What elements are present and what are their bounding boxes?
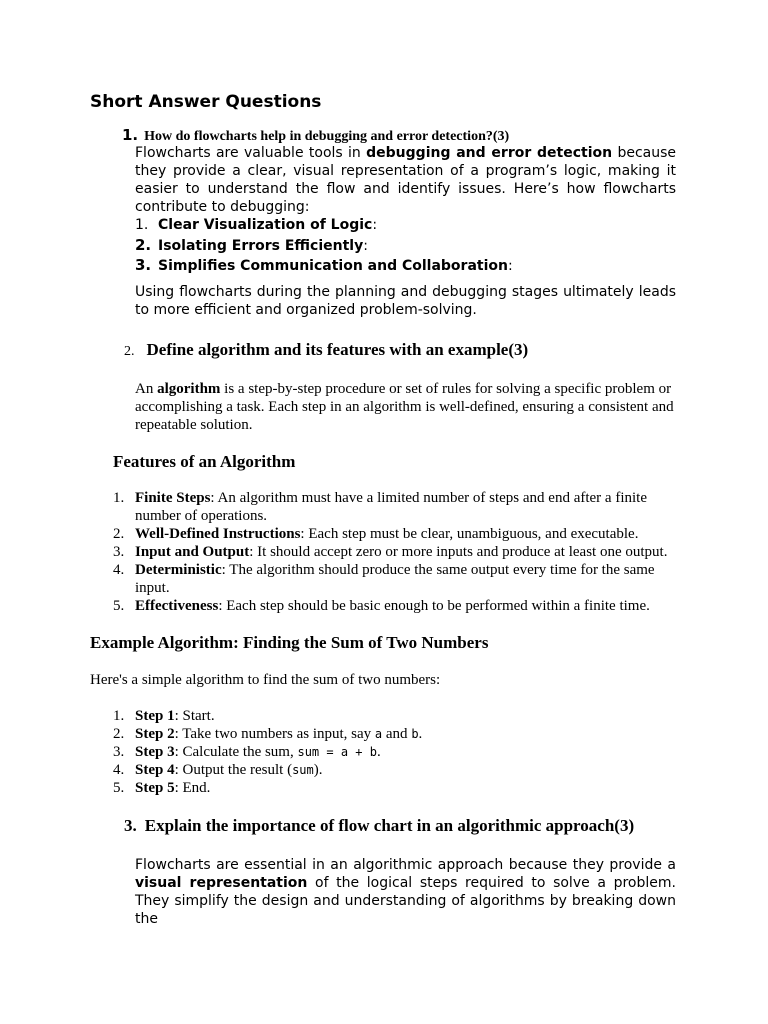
list-item: 1. Finite Steps: An algorithm must have a limited number of steps and end after a finite number of operations. [113, 490, 647, 524]
page-title: Short Answer Questions [90, 92, 322, 112]
algorithm-definition-paragraph: An algorithm is a step-by-step procedure or set of rules for solving a specific problem or accomplishing a task. Each step in an algorithm is well-defined, ensuring a consistent and repeatable solution. [135, 381, 674, 433]
list-item: 3. Simplifies Communication and Collaboration: [135, 256, 513, 274]
list-item: 2. Isolating Errors Efficiently: [135, 236, 368, 254]
inline-code: b [411, 727, 419, 741]
list-item: 2. Step 2: Take two numbers as input, say a and b. [113, 726, 423, 742]
question-text: How do flowcharts help in debugging and error detection?(3) [144, 129, 510, 144]
question-1-answer-paragraph: Flowcharts are valuable tools in debugging and error detection because they provide a clear, visual representation of a program’s logic, making it easier to understand the flow and identify issues. Here’s how flowcharts contribute to debugging: [135, 145, 677, 215]
list-item: 5. Step 5: End. [113, 780, 211, 796]
emphasis-text: algorithm [157, 381, 221, 397]
inline-code: a [374, 727, 383, 741]
question-text: Explain the importance of flow chart in an algorithmic approach(3) [144, 816, 635, 835]
list-item: 3. Input and Output: It should accept zero or more inputs and produce at least one output. [113, 544, 668, 560]
list-item: 1. Clear Visualization of Logic: [135, 217, 378, 233]
list-item: 1. Step 1: Start. [113, 708, 215, 724]
example-heading: Example Algorithm: Finding the Sum of Two Numbers [90, 633, 489, 652]
inline-code: sum = a + b [297, 745, 377, 759]
question-number: 1. [122, 126, 139, 144]
emphasis-text: visual representation [135, 875, 308, 891]
inline-code: sum [292, 763, 314, 777]
features-heading: Features of an Algorithm [113, 452, 296, 471]
list-item: 2. Well-Defined Instructions: Each step must be clear, unambiguous, and executable. [113, 526, 639, 542]
question-2-heading [124, 340, 528, 360]
question-1-points-list [135, 215, 676, 275]
algorithm-steps-list [113, 707, 676, 797]
features-list [113, 489, 676, 615]
list-item: 4. Step 4: Output the result (sum). [113, 762, 323, 778]
question-number: 3. [124, 816, 137, 835]
emphasis-text: debugging and error detection [366, 145, 613, 161]
question-1-heading [122, 126, 509, 145]
question-1-closing-paragraph: Using flowcharts during the planning and debugging stages ultimately leads to more efficient and organized problem-solving. [135, 284, 676, 318]
question-number: 2. [124, 344, 135, 359]
list-item: 3. Step 3: Calculate the sum, sum = a + b. [113, 744, 381, 760]
question-3-answer-paragraph: Flowcharts are essential in an algorithmic approach because they provide a visual representation of the logical steps required to solve a problem. They simplify the design and understanding of algorithms by breaking down the [135, 857, 676, 927]
question-3-heading [124, 816, 634, 836]
list-item: 5. Effectiveness: Each step should be basic enough to be performed within a finite time. [113, 598, 650, 614]
question-text: Define algorithm and its features with an example(3) [146, 340, 529, 359]
example-intro: Here's a simple algorithm to find the sum of two numbers: [90, 672, 441, 688]
list-item: 4. Deterministic: The algorithm should produce the same output every time for the same input. [113, 562, 655, 596]
